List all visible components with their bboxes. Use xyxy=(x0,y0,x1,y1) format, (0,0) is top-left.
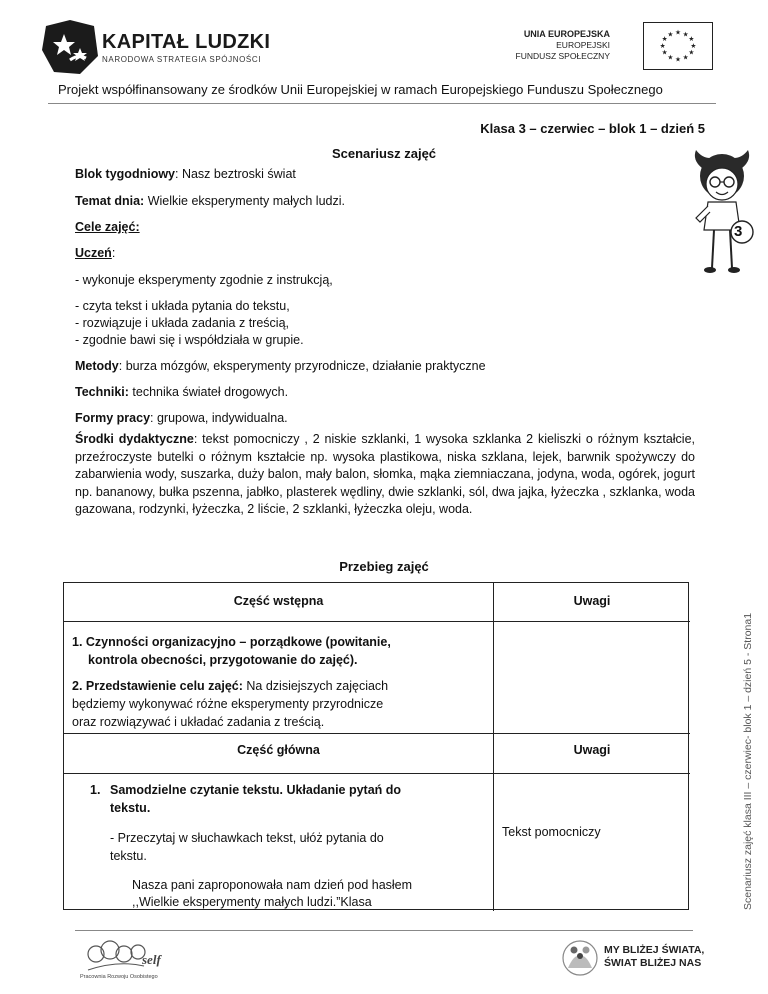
slogan-line-2: ŚWIAT BLIŻEJ NAS xyxy=(604,957,702,969)
svg-text:★: ★ xyxy=(659,41,666,50)
svg-text:★: ★ xyxy=(682,53,689,62)
header-uwagi: Uwagi xyxy=(573,594,611,608)
header-czesc-wstepna: Część wstępna xyxy=(233,594,324,608)
girl-mascot-illustration xyxy=(690,146,762,276)
self-caption: Pracownia Rozwoju Osobistego xyxy=(80,974,158,980)
blok-line xyxy=(75,167,296,181)
slogan-line-1: MY BLIŻEJ ŚWIATA, xyxy=(604,944,705,956)
instruction-line-1: - Przeczytaj w słuchawkach tekst, ułóż pytania do xyxy=(110,831,384,845)
uczen-line xyxy=(75,246,115,260)
project-cofinancing-line: Projekt współfinansowany ze środków Unii Europejskiej w ramach Europejskiego Funduszu Społecznego xyxy=(58,82,663,97)
header-czesc-glowna: Część główna xyxy=(237,743,320,757)
blok-label: Blok tygodniowy xyxy=(75,167,175,181)
srodki-paragraph xyxy=(75,431,695,519)
temat-value: Wielkie eksperymenty małych ludzi. xyxy=(144,194,345,208)
svg-text:★: ★ xyxy=(688,48,695,57)
page-title: Scenariusz zajęć xyxy=(331,146,437,161)
table-row-divider xyxy=(64,621,690,622)
eu-line-1: UNIA EUROPEJSKA xyxy=(523,29,610,39)
eu-line-3: FUNDUSZ SPOŁECZNY xyxy=(515,51,610,61)
side-page-label: Scenariusz zajęć klasa III – czerwiec- blok 1 – dzień 5 - Strona1 xyxy=(742,612,754,910)
eu-flag-icon xyxy=(643,22,713,70)
main-item-1-line-2: tekstu. xyxy=(110,801,151,815)
intro-item-1 xyxy=(72,633,391,669)
goal-item: - rozwiązuje i układa zadania z treścią, xyxy=(75,316,289,330)
cele-heading xyxy=(75,220,140,234)
globe-people-icon xyxy=(560,938,600,978)
intro-item-1-line-1: 1. Czynności organizacyjno – porządkowe (powitanie, xyxy=(72,635,391,649)
svg-text:★: ★ xyxy=(661,35,668,44)
svg-text:★: ★ xyxy=(667,30,674,39)
footer-divider xyxy=(75,930,693,931)
table-row-divider xyxy=(64,733,690,734)
story-line-2: ,,Wielkie eksperymenty małych ludzi.”Klasa xyxy=(132,895,372,909)
main-item-1-number xyxy=(90,781,100,799)
svg-text:★: ★ xyxy=(688,35,695,44)
intro-item-2-label: 2. Przedstawienie celu zajęć: xyxy=(72,679,243,693)
formy-line xyxy=(75,411,288,425)
mascot-badge-number: 3 xyxy=(734,223,743,240)
goal-item: - wykonuje eksperymenty zgodnie z instrukcją, xyxy=(75,273,333,287)
footer-slogan xyxy=(604,944,704,970)
main-item-1-line-1: Samodzielne czytanie tekstu. Układanie pytań do xyxy=(110,783,402,797)
svg-text:★: ★ xyxy=(690,41,697,50)
uczen-colon: : xyxy=(111,246,116,260)
formy-label: Formy pracy xyxy=(75,411,151,425)
goal-item: - czyta tekst i układa pytania do tekstu, xyxy=(75,299,290,313)
intro-item-2-line-3: oraz rozwiązywać i układać zadania z treścią. xyxy=(72,715,325,729)
svg-text:★: ★ xyxy=(675,55,681,64)
brand-title: KAPITAŁ LUDZKI xyxy=(102,31,271,53)
lesson-table xyxy=(63,582,689,910)
self-brand-text: self xyxy=(142,952,161,967)
header-divider xyxy=(48,103,716,104)
intro-item-2 xyxy=(72,677,388,731)
class-block-day-heading: Klasa 3 – czerwiec – blok 1 – dzień 5 xyxy=(480,121,705,136)
intro-item-2-line-2: będziemy wykonywać różne eksperymenty przyrodnicze xyxy=(72,697,384,711)
svg-text:★: ★ xyxy=(675,28,681,37)
main-item-1 xyxy=(110,781,401,817)
przebieg-heading: Przebieg zajęć xyxy=(339,559,429,574)
table-row-divider xyxy=(64,773,690,774)
main-item-1-num: 1. xyxy=(90,783,101,797)
instruction-line-2: tekstu. xyxy=(110,849,147,863)
temat-line xyxy=(75,194,345,208)
techniki-line xyxy=(75,385,288,399)
eu-line-2: EUROPEJSKI xyxy=(556,40,610,50)
header-uwagi-2: Uwagi xyxy=(573,743,611,757)
blok-value: : Nasz beztroski świat xyxy=(175,167,296,181)
svg-text:★: ★ xyxy=(667,53,674,62)
metody-label: Metody xyxy=(75,359,119,373)
srodki-label: Środki dydaktyczne xyxy=(75,432,194,446)
formy-value: : grupowa, indywidualna. xyxy=(150,411,288,425)
metody-value: : burza mózgów, eksperymenty przyrodnicze, działanie praktyczne xyxy=(118,359,486,373)
intro-item-1-line-2: kontrola obecności, przygotowanie do zajęć). xyxy=(88,653,358,667)
temat-label: Temat dnia: xyxy=(75,194,145,208)
main-item-1-instruction xyxy=(110,829,384,865)
goal-item: - zgodnie bawi się i współdziała w grupie. xyxy=(75,333,304,347)
metody-line xyxy=(75,359,486,373)
techniki-label: Techniki: xyxy=(75,385,129,399)
techniki-value: technika świateł drogowych. xyxy=(128,385,289,399)
story-text xyxy=(132,877,412,911)
cele-label: Cele zajęć: xyxy=(75,220,140,234)
srodki-value: : tekst pomocniczy , 2 niskie szklanki, 1 wysoka szklanka 2 kieliszki o różnym kształcie, przeźroczyste butelki o różnym kształcie np. wysoka plastikowa, niska szklana, lejek, barwnik spożywczy do zabarwienia wody, suszarka, duży balon, mały balon, słomka, mąka ziemniaczana, jodyna, woda, ogórek, jogurt np. bananowy, bułka pszenna, jabłko, plasterek wędliny, dwie szklanki, sól, dwa jajka, łyżeczka , szklanka, woda gazowana, rodzynki, łyżeczka, 2 liście, 2 szklanki, łyżeczka oleju, woda. xyxy=(75,432,696,516)
note-tekst-pomocniczy: Tekst pomocniczy xyxy=(502,825,601,839)
svg-text:★: ★ xyxy=(661,48,668,57)
uczen-label: Uczeń xyxy=(75,246,112,260)
story-line-1: Nasza pani zaproponowała nam dzień pod hasłem xyxy=(132,878,413,892)
eu-label xyxy=(516,29,610,62)
brand-subtitle: NARODOWA STRATEGIA SPÓJNOŚCI xyxy=(102,55,262,64)
intro-item-2-text: Na dzisiejszych zajęciach xyxy=(242,679,389,693)
svg-text:★: ★ xyxy=(682,30,689,39)
